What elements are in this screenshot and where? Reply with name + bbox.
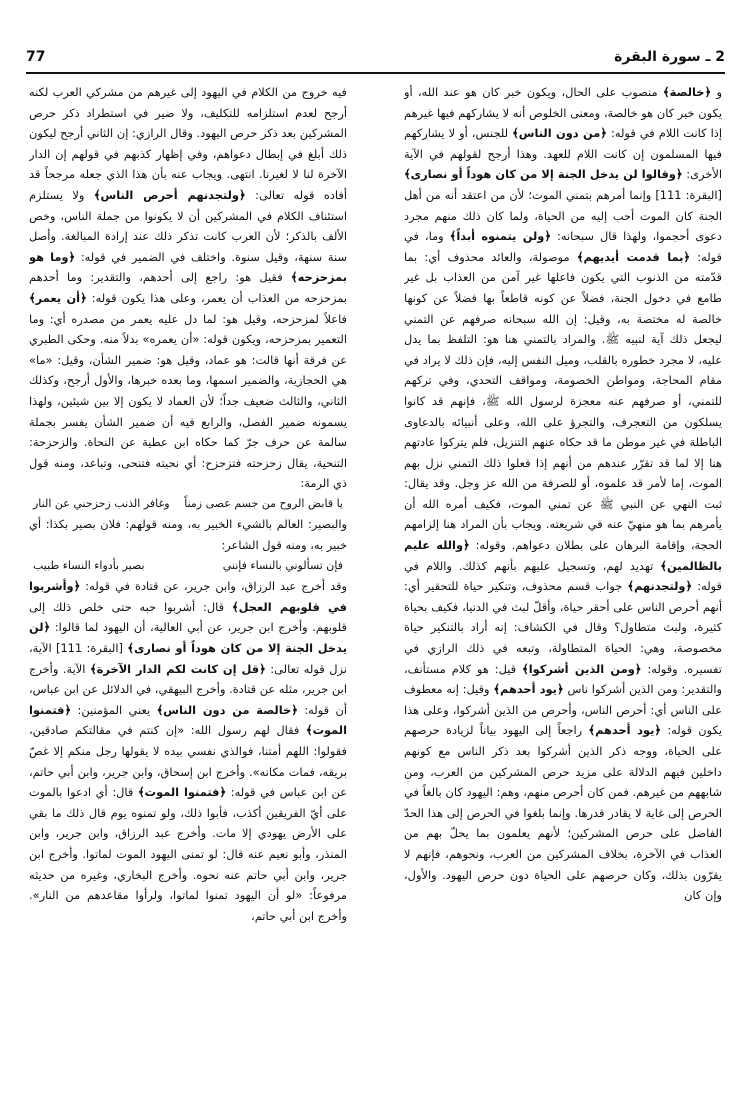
verse-hemistich: يا قابض الروح من جسم عصى زمناً <box>184 496 343 510</box>
quran-quote: ﴿خالصة من دون الناس﴾ <box>156 702 298 717</box>
quran-quote: ﴿ولتجدنهم أحرص الناس﴾ <box>93 187 246 202</box>
paragraph: و ﴿خالصة﴾ منصوب على الحال، ويكون خبر كان هو عند الله، أو يكون خبر كان هو خالصة، ومعنى الخلوص أنه لا يشاركهم فيها غيرهم إذا كانت اللام في قوله: ﴿من دون الناس﴾ للجنس، أو لا يشاركهم فيها المسلمون إن كانت اللام للعهد. وهذا أرجح لقولهم في الآية الأخرى: ﴿وقالوا لن يدخل الجنة إلا من كان هوداً أو نصارى﴾ [البقرة: 111] وإنما أمرهم بتمني الموت؛ لأن من اعتقد أنه من أهل الجنة كان الموت أحب إليه من الحياة، ولما كان ذلك منهم مجرد دعوى أحجموا، ولهذا قال سبحانه: ﴿ولن يتمنوه أبداً﴾ وما، في قوله: ﴿بما قدمت أيديهم﴾ موصولة، والعائد محذوف أي: بما قدّمته من الذنوب التي يكون فاعلها غير آمن من العذاب بل غير طامع في دخول الجنة، فضلاً عن كونه قاطعاً بها فضلاً عن كونها خالصة له مختصة به، وقيل: إن الله سبحانه صرفهم عن التمني ليجعل ذلك آية لنبيه ﷺ. والمراد بالتمني هنا هو: التلفظ بما يدل عليه، لا مجرد خطوره بالقلب، وميل النفس إليه، فإن ذلك لا يراد في مقام المحاجة، ومواطن الخصومة، ومواقف التحدي، وفي تركهم للتمني، أو صرفهم عنه معجزة لرسول الله ﷺ، فإنهم قد كانوا يسلكون من التعجرف، والتجرؤ على الله، وعلى أنبيائه بالدعاوى الباطلة في غير موطن ما قد حكاه عنهم التنزيل، فلم يتركوا عادتهم هنا إلا لما قد تقرّر عندهم من أنهم إذا فعلوا ذلك التمني نزل بهم الموت، إما لأمر قد علموه، أو للصرفة من الله عز وجل. وقد يقال: ثبت النهي عن النبي ﷺ عن تمني الموت، فكيف أمره الله أن يأمرهم بما هو منهيّ عنه في شريعته. ويجاب بأن المراد هنا إلزامهم الحجة، وإقامة البرهان على بطلان دعواهم. وقوله: ﴿والله عليم بالظالمين﴾ تهديد لهم، وتسجيل عليهم بأنهم كذلك. واللام في قوله: ﴿ولتجدنهم﴾ جواب قسم محذوف، وتنكير حياة للتحقير أي: أنهم أحرص الناس على أحقر حياة، وأقلّ لبث في الدنيا، فكيف بحياة كثيرة، ولبث متطاول؟ وقال في الكشاف: إنه أراد بالتنكير حياة مخصوصة، وهي: الحياة المتطاولة، وتبعه في ذلك الرازي في تفسيره. وقوله: ﴿ومن الذين أشركوا﴾ قيل: هو كلام مستأنف، والتقدير: ومن الذين أشركوا ناس ﴿يود أحدهم﴾ وقيل: إنه معطوف على الناس أي: أحرص الناس، وأحرص من الذين أشركوا، وعلى هذا يكون قوله: ﴿يود أحدهم﴾ راجعاً إلى اليهود بياناً لزيادة حرصهم على الحياة، ووجه ذكر الذين أشركوا بعد ذكر الناس مع كونهم داخلين فيهم الدلالة على مزيد حرص المشركين من العرب، ومن شابههم من غيرهم. فمن كان أحرص منهم، وهم: اليهود كان بالغاً في الحرص إلى غاية لا يقادر قدرها. وإنما بلغوا في الحرص إلى هذا الحدّ الفاضل على حرص المشركين؛ لأنهم يعلمون بما يحلّ بهم من العذاب في الآخرة، بخلاف المشركين من العرب، ونحوهم، فإنهم لا يقرّون بذلك، وكان حرصهم على الحياة دون حرص اليهود. والأول، وإن كان <box>404 85 722 903</box>
quran-quote: ﴿بما قدمت أيديهم﴾ <box>576 249 691 264</box>
right-text-column <box>404 82 722 1082</box>
poetry-verse <box>29 556 347 577</box>
quran-quote: ﴿ومن الذين أشركوا﴾ <box>522 661 642 676</box>
verse-hemistich: فإن تسألوني بالنساء فإنني <box>222 558 343 572</box>
quran-quote: ﴿ولن يتمنوه أبداً﴾ <box>449 229 552 244</box>
quran-quote: ﴿فتمنوا الموت﴾ <box>29 702 347 738</box>
left-text-column <box>29 82 347 1082</box>
header-rule <box>26 72 725 74</box>
quran-quote: ﴿وأشربوا في قلوبهم العجل﴾ <box>29 579 347 614</box>
page-number: 77 <box>26 49 46 65</box>
quran-quote: ﴿يود أحدهم﴾ <box>588 723 662 738</box>
page-header <box>26 44 725 70</box>
quran-quote: ﴿وما هو بمزحزحه﴾ <box>29 249 347 285</box>
surah-title: 2 ـ سورة البقرة <box>614 49 725 65</box>
quran-quote: ﴿لن يدخل الجنة إلا من كان هوداً أو نصارى﴾ <box>29 620 347 656</box>
quran-quote: ﴿أن يعمر﴾ <box>29 290 87 305</box>
quran-quote: ﴿خالصة﴾ <box>662 85 712 99</box>
paragraph: والبصير: العالم بالشيء الخبير به، ومنه قولهم: فلان بصير بكذا: أي خبير به، ومنه قول الشاعر: <box>29 517 347 553</box>
verse-hemistich: وغافر الذنب زحزحني عن النار <box>33 496 170 510</box>
paragraph: وقد أخرج عبد الرزاق، وابن جرير، عن قتادة في قوله: ﴿وأشربوا في قلوبهم العجل﴾ قال: أشربوا حبه حتى خلص ذلك إلى قلوبهم. وأخرج ابن جرير، عن أبي العالية، أن اليهود لما قالوا: ﴿لن يدخل الجنة إلا من كان هوداً أو نصارى﴾ [البقرة: 111] الآية، نزل قوله تعالى: ﴿قل إن كانت لكم الدار الآخرة﴾ الآية. وأخرج ابن جرير، مثله عن قتادة. وأخرج البيهقي، في الدلائل عن ابن عباس، أن قوله: ﴿خالصة من دون الناس﴾ يعني المؤمنين: ﴿فتمنوا الموت﴾ فقال لهم رسول الله: «إن كنتم في مقالتكم صادقين، فقولوا: اللهم أمتنا، فوالذي نفسي بيده لا يقولها رجل منكم إلا غصّ بريقه، فمات مكانه». وأخرج ابن إسحاق، وابن جرير، وابن أبي حاتم، عن ابن عباس في قوله: ﴿فتمنوا الموت﴾ قال: أي ادعوا بالموت على أيّ الفريقين أكذب، فأبوا ذلك، ولو تمنوه يوم قال ذلك ما بقي على الأرض يهودي إلا مات. وأخرج عبد الرزاق، وابن جرير، وابن المنذر، وأبو نعيم عنه قال: لو تمنى اليهود الموت لماتوا. وأخرج ابن جرير، وابن أبي حاتم عنه نحوه. وأخرج البخاري، وغيره من حديثه مرفوعاً: «لو أن اليهود تمنوا لماتوا، ولرأوا مقاعدهم من النار». وأخرج ابن أبي حاتم، <box>29 579 347 923</box>
quran-quote: ﴿وقالوا لن يدخل الجنة إلا من كان هوداً أو نصارى﴾ <box>404 167 683 182</box>
verse-hemistich: بصير بأدواء النساء طبيب <box>33 558 145 572</box>
quran-quote: ﴿من دون الناس﴾ <box>512 126 607 141</box>
paragraph: فيه خروج من الكلام في اليهود إلى غيرهم من مشركي العرب لكنه أرجح لعدم استلزامه للتكليف، ولا ضير في استطراد ذكر حرص المشركين بعد ذكر حرص اليهود. وقال الرازي: إن الثاني أرجح ليكون ذلك أبلغ في إبطال دعواهم، وفي إظهار كذبهم في قولهم إن الدار الآخرة لنا لا لغيرنا. انتهى. ويجاب عنه بأن هذا الذي جعله مرجحاً قد أفاده قوله تعالى: ﴿ولتجدنهم أحرص الناس﴾ ولا يستلزم استئناف الكلام في المشركين أن لا يكونوا من جملة الناس، وخص الألف بالذكر؛ لأن العرب كانت تذكر ذلك عند إرادة المبالغة. وأصل سنة سنهة، وقيل سنوة. واختلف في الضمير في قوله: ﴿وما هو بمزحزحه﴾ فقيل هو: راجع إلى أحدهم، والتقدير: وما أحدهم بمزحزحه من العذاب أن يعمر، وعلى هذا يكون قوله: ﴿أن يعمر﴾ فاعلاً لمزحزحه، وقيل هو: لما دل عليه يعمر من مصدره أي: وما التعمير بمزحزحه، ويكون قوله: «أن يعمره» بدلاً منه. وحكى الطبري عن فرقة أنها قالت: هو عماد، وقيل هو: ضمير الشأن، وقيل: «ما» هي الحجازية، والضمير اسمها، وما بعده خبرها، والأول أرجح، وكذلك الثاني، والثالث ضعيف جداً؛ لأن العماد لا يكون إلا بين شيئين، ولهذا يسمونه ضمير الفصل، والرابع فيه أن ضمير الشأن يفسر بجملة سالمة عن حرف جرّ كما حكاه ابن عطية عن النحاة. والزحزحة: التنحية، يقال زحزحته فتزحزح: أي نحيته فتنحى، وتباعد، ومنه قول ذي الرمة: <box>29 85 347 491</box>
quran-quote: ﴿ولتجدنهم﴾ <box>627 579 693 594</box>
poetry-verse <box>29 494 347 515</box>
quran-quote: ﴿فتمنوا الموت﴾ <box>137 785 227 800</box>
quran-quote: ﴿يود أحدهم﴾ <box>493 682 564 697</box>
quran-quote: ﴿قل إن كانت لكم الدار الآخرة﴾ <box>90 661 266 676</box>
quran-quote: ﴿والله عليم بالظالمين﴾ <box>404 538 722 573</box>
